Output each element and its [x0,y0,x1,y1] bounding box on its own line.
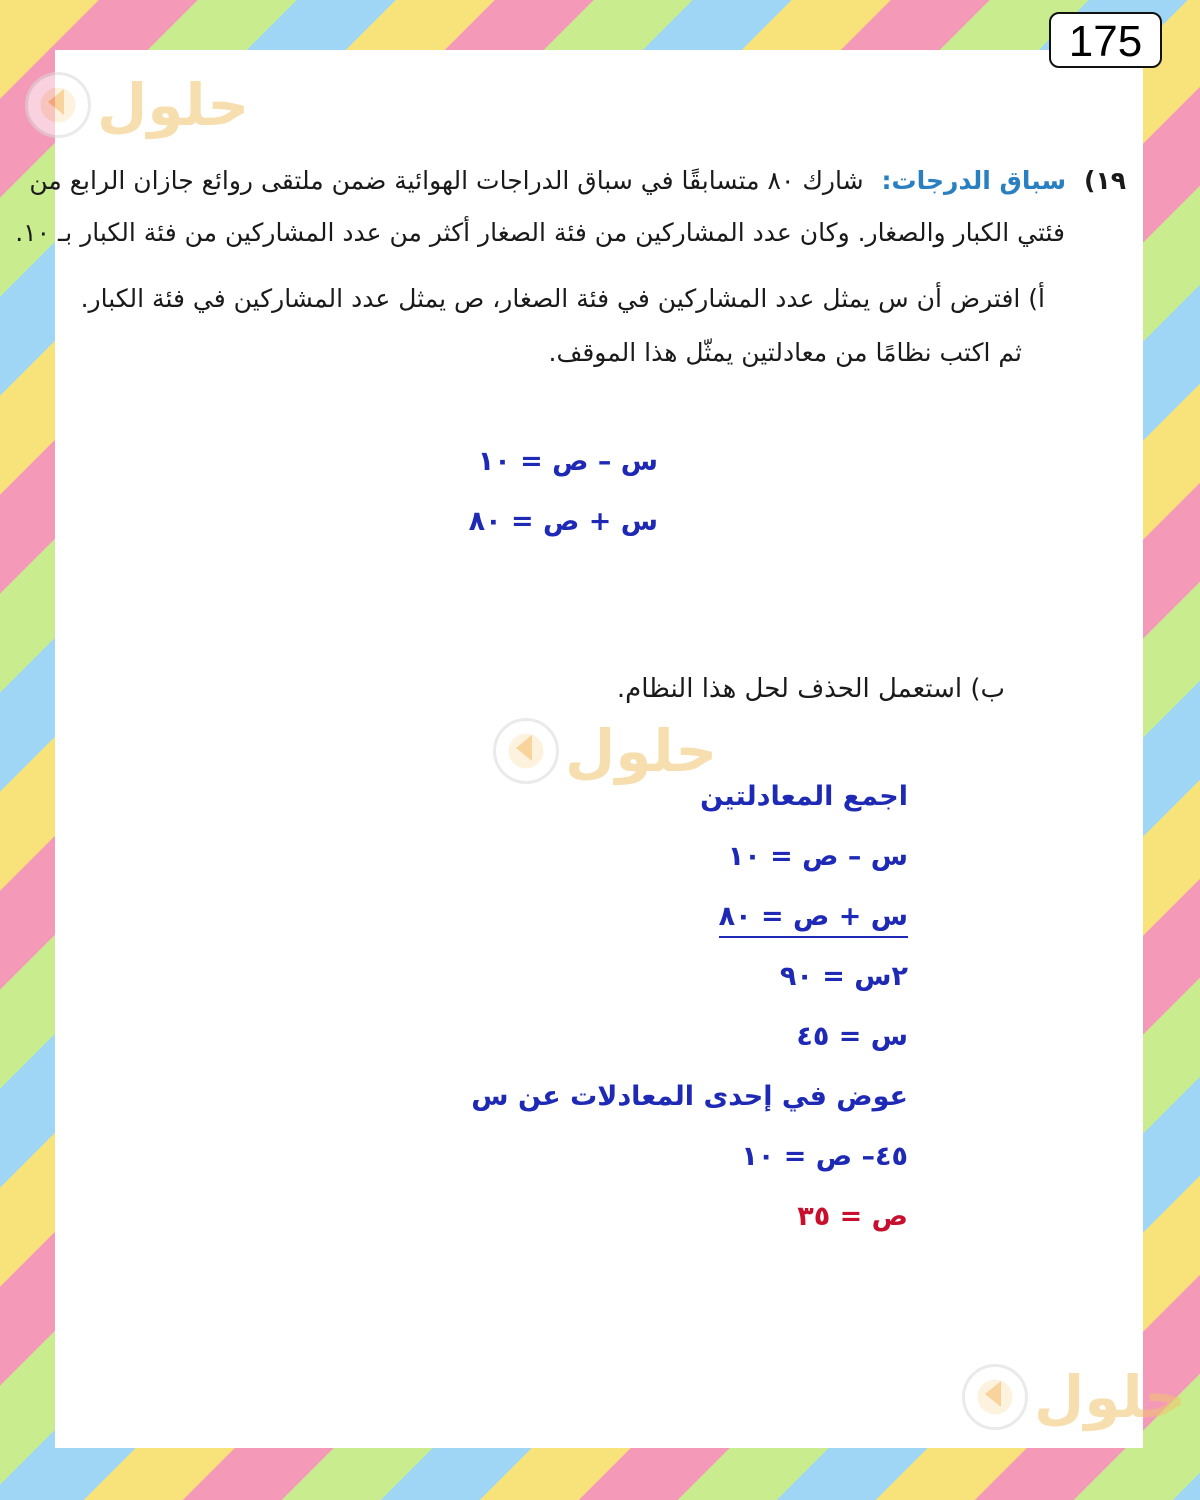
answer-b-equation-1: س – ص = ١٠ [727,841,908,872]
question-title: سباق الدرجات: [881,166,1067,195]
question-text-line-2: فئتي الكبار والصغار. وكان عدد المشاركين من فئة الصغار أكثر من عدد المشاركين من فئة الكبار بـ ١٠. [15,218,1065,247]
watermark-text: حلول [565,717,718,785]
page-number-box: 175 [1049,12,1162,68]
watermark-center [493,718,717,784]
part-a-line-1: أ) افترض أن س يمثل عدد المشاركين في فئة الصغار، ص يمثل عدد المشاركين في فئة الكبار. [80,284,1045,313]
answer-a-equation-2: س + ص = ٨٠ [468,506,658,537]
watermark-logo-icon [493,718,559,784]
part-b-prompt: ب) استعمل الحذف لحل هذا النظام. [616,674,1005,704]
watermark-logo-icon [962,1364,1028,1430]
question-text-line-1: شارك ٨٠ متسابقًا في سباق الدراجات الهوائية ضمن ملتقى روائع جازان الرابع من [29,166,864,195]
part-a-line-2: ثم اكتب نظامًا من معادلتين يمثّل هذا الموقف. [548,338,1022,367]
answer-b-y-value: ص = ٣٥ [797,1201,908,1232]
watermark-bottom-right [962,1364,1186,1430]
watermark-text: حلول [1034,1363,1187,1431]
step-substitute: عوض في إحدى المعادلات عن س [471,1081,908,1112]
watermark-text: حلول [97,71,250,139]
answer-b-sum: ٢س = ٩٠ [779,961,908,992]
question-line-1 [29,166,1126,195]
answer-a-equation-1: س – ص = ١٠ [477,446,658,477]
answer-b-equation-2: س + ص = ٨٠ [719,901,908,938]
answer-b-substitution: ٤٥– ص = ١٠ [741,1141,908,1172]
watermark-top-left [25,72,249,138]
question-number: ١٩) [1084,166,1126,195]
answer-b-x-value: س = ٤٥ [796,1021,908,1052]
step-add-equations: اجمع المعادلتين [700,781,908,812]
watermark-logo-icon [25,72,91,138]
